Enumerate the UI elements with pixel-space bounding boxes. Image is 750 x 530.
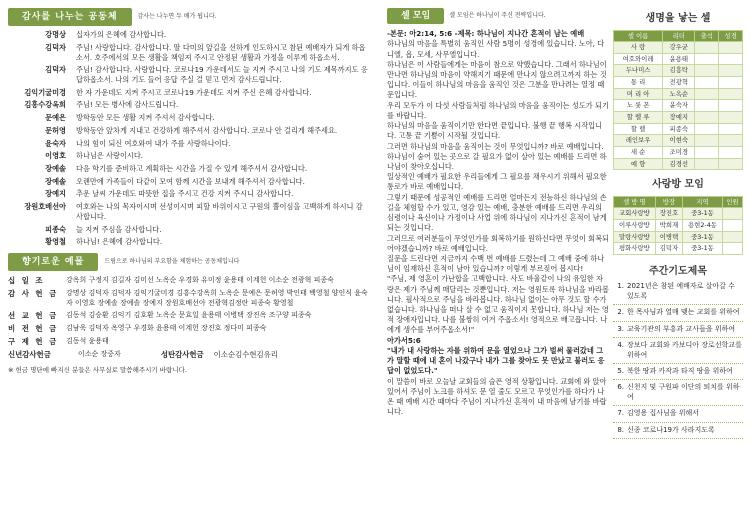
table-cell	[722, 243, 742, 255]
offering-names-christmas: 이소순김수현김유리	[213, 350, 278, 360]
prayer-text: 장보다 교회와 카보디아 장로선학교를 위하여	[627, 341, 742, 359]
thanks-entry	[8, 30, 368, 40]
table-cell	[719, 53, 743, 65]
thanks-name: 김익기굴미경	[24, 87, 66, 97]
table-cell	[719, 146, 743, 158]
table-cell: 노 룻 폰	[614, 100, 663, 112]
prayer-number: 1.	[617, 282, 624, 291]
thanks-name: 장예솔	[45, 164, 66, 174]
cell-paragraph: 아가서5:6	[387, 335, 421, 345]
table-header-cell: 셀 방 명	[614, 196, 656, 208]
table-cell: 용현2-4동	[683, 219, 723, 231]
table-header-cell: 출석	[695, 30, 719, 42]
offering-label: 비 전 헌 금	[8, 324, 59, 334]
left-column	[8, 8, 368, 375]
thanks-message: 방학동안 앞차게 지내고 건강하게 해주셔서 감사합니다. 코로나 안 걸리게 해주세요.	[76, 125, 338, 135]
table-cell	[722, 231, 742, 243]
offering-label: 감 사 헌 금	[8, 289, 59, 299]
table-header-row	[614, 30, 743, 42]
table-cell: 여호와이레	[614, 53, 663, 65]
prayer-item	[613, 383, 743, 406]
thanks-name: 장원호배선아	[24, 202, 66, 212]
thanks-name: 황영철	[45, 237, 66, 247]
offering-row-christmas	[161, 350, 278, 360]
vitality-title: 생명을 낳는 셀	[645, 13, 711, 24]
table-row	[614, 208, 743, 220]
cell-paragraph: 하나님의 마음을 움직이기만 한다면 끝입니다. 불행 끝 행복 시작입니다. 고통 끝 기쁨이 시작될 것입니다.	[387, 121, 602, 141]
table-cell	[695, 158, 719, 170]
table-cell: 예 향	[614, 158, 663, 170]
thanks-entry	[8, 202, 368, 221]
table-cell	[722, 219, 742, 231]
prayer-list	[613, 282, 743, 439]
table-row	[614, 88, 743, 100]
table-row	[614, 243, 743, 255]
thanks-entry	[8, 65, 368, 84]
thanks-message: 나의 힘이 되신 여호와여 내가 주를 사랑하나이다.	[76, 138, 231, 148]
table-cell: 머 리 아	[614, 88, 663, 100]
table-cell	[719, 123, 743, 135]
prayer-item	[613, 341, 743, 364]
thanks-name: 김덕자	[45, 65, 66, 75]
table-cell: 할 렐 루	[614, 111, 663, 123]
table-cell: 윤숙자	[663, 100, 695, 112]
thanks-entry	[8, 189, 368, 199]
table-cell	[719, 65, 743, 77]
thanks-name: 문예은	[45, 113, 66, 123]
thanks-message: 추운 날씨 가운데도 따뜻한 집을 주시고 건강 지켜 주시니 감사합니다.	[76, 189, 294, 199]
table-row	[614, 77, 743, 89]
thanks-name: 피종숙	[45, 224, 66, 234]
thanks-entry	[8, 139, 368, 149]
thanks-message: 십자가의 은혜에 감사합니다.	[76, 30, 167, 40]
table-cell: 전광혁	[663, 77, 695, 89]
table-header-row	[614, 196, 743, 208]
thanks-subtitle: 감사는 나누면 두 배가 됩니다.	[137, 13, 217, 21]
thanks-message: 주님! 감사합니다. 사랑합니다. 코로나19 가운데서도 늘 지켜 주시고 나의 기도 제목까지도 응답하옵소서. 나의 기도 들어 응답 주실 걸 믿고 먼저 감사드립니다.	[76, 65, 368, 85]
thanks-name: 윤숙자	[45, 138, 66, 148]
prayer-item	[613, 367, 743, 380]
prayer-number: 5.	[617, 367, 624, 376]
thanks-message: 한 자 가운데도 지켜 주시고 코로나19 가운데도 지켜 주신 은혜 감사합니다.	[76, 87, 312, 97]
thanks-header	[8, 8, 368, 26]
prayer-number: 6.	[617, 383, 624, 392]
cell-paragraph: 질문을 드린다면 지금까지 수백 번 예배를 드렸는데 그 예배 중에 하나님이 임재하신 흔적이 남아 있습니까? 이렇게 부르짖어 봅시다!	[387, 253, 605, 274]
table-cell: 두나미스	[614, 65, 663, 77]
cell-paragraph: 그러므로 여러분들이 무엇인가를 회복하기를 원하신다면 무엇이 회복되어야겠습니까? 바로 예배입니다.	[387, 233, 610, 253]
table-row	[614, 100, 743, 112]
table-cell	[695, 111, 719, 123]
table-row	[614, 123, 743, 135]
thanks-name: 장예지	[45, 189, 66, 199]
thanks-entry	[8, 237, 368, 247]
prayer-title: 주간기도제목	[649, 265, 707, 277]
thanks-message: 오랜만에 가족들이 다같이 모여 함께 시간을 보내게 해주셔서 감사합니다.	[76, 176, 305, 186]
love-group-table	[613, 196, 743, 255]
table-row	[614, 158, 743, 170]
table-cell	[695, 53, 719, 65]
thanks-entry	[8, 113, 368, 123]
table-cell	[695, 123, 719, 135]
table-cell: 조미경	[663, 146, 695, 158]
table-cell: 할 렐	[614, 123, 663, 135]
cell-paragraph: 하나님은 이 사람들에게는 마음이 참으로 약했습니다. 그래서 하나님이 만나면 하나님의 마음이 약해지기 때문에 만나지 않으려고까지 하는 것입니다. 이들이 하나님의 마음을 움직인 것은 그분을 만나려는 열정 때문입니다.	[387, 59, 607, 100]
cell-paragraph: 그러면 하나님의 마음을 움직이는 것이 무엇입니까? 바로 예배입니다.	[387, 141, 604, 151]
table-cell: 김덕자	[655, 243, 682, 255]
offering-label: 십 일 조	[8, 276, 45, 286]
thanks-entry	[8, 100, 368, 110]
thanks-entry	[8, 177, 368, 187]
thanks-entry	[8, 225, 368, 235]
thanks-entry	[8, 126, 368, 136]
table-row	[614, 146, 743, 158]
offering-names: 김동석 김승환 김익기 김호환 노옥순 문효일 윤용태 이병택 장진옥 조구양 피종숙	[66, 311, 312, 320]
prayer-text: 김영용 집사님을 위해서	[627, 409, 700, 418]
thanks-name: 김흥수강옥희	[24, 100, 66, 110]
cell-body	[387, 29, 609, 417]
table-cell: 교회사랑방	[614, 208, 656, 220]
prayer-item	[613, 426, 743, 439]
table-row	[614, 111, 743, 123]
prayer-text: 2021년은 참된 예배자로 살아갈 수 있도록	[627, 282, 735, 300]
offering-names: 김동석 윤용태	[66, 337, 109, 346]
table-cell: 말랑사랑방	[614, 231, 656, 243]
thanks-entry	[8, 88, 368, 98]
thanks-message: 주님! 모든 병사에 감사드립니다.	[76, 100, 179, 110]
thanks-message: 하나님은 사랑이시다.	[76, 151, 144, 161]
table-cell	[695, 65, 719, 77]
thanks-title: 감사를 나누는 공동체	[8, 8, 132, 26]
table-cell: 윤용태	[663, 53, 695, 65]
offering-names: 김남욱 김덕자 옥영구 우경화 윤용태 이계헌 장진호 정다미 피종숙	[66, 324, 267, 333]
cell-title: 셀 모임	[387, 8, 444, 24]
love-group-title: 사랑방 모임	[652, 179, 704, 191]
thanks-entry	[8, 43, 368, 62]
cell-paragraph: 하나님이 숨어 있는 곳으로 갈 필요가 없이 살아 있는 예배를 드리면 하나님이 찾아오십니다.	[387, 151, 607, 171]
offering-subtitle: 드림으로 하나님의 부요함을 체험하는 공동체입니다	[104, 258, 240, 266]
table-cell: 통 리	[614, 77, 663, 89]
offering-label: 선 교 헌 금	[8, 311, 59, 321]
table-cell: 강우균	[663, 42, 695, 54]
prayer-item	[613, 325, 743, 338]
table-header-cell: 성경	[719, 30, 743, 42]
table-header-cell: 리더	[663, 30, 695, 42]
prayer-number: 3.	[617, 324, 624, 333]
right-column	[613, 8, 743, 442]
prayer-number: 8.	[617, 425, 624, 434]
table-cell	[722, 208, 742, 220]
table-cell	[719, 135, 743, 147]
table-cell: 박희재	[655, 219, 682, 231]
table-cell	[695, 135, 719, 147]
thanks-message: 다음 학기를 준비하고 계획하는 시간을 가질 수 있게 해주셔서 감사합니다.	[76, 164, 308, 174]
vitality-table	[613, 30, 743, 171]
offering-names: 이소순 장중자	[78, 350, 121, 359]
offering-label: 구 제 헌 금	[8, 337, 59, 347]
table-row	[614, 219, 743, 231]
table-cell: 장예지	[663, 111, 695, 123]
offering-header	[8, 253, 368, 271]
table-header-cell: 방장	[655, 196, 682, 208]
table-cell	[695, 100, 719, 112]
table-cell: 새 순	[614, 146, 663, 158]
prayer-number: 7.	[617, 409, 624, 418]
cell-paragraph: -본문: 아2:14, 5:6 -제목: 하나님이 지나간 흔적이 남는 예배	[387, 29, 585, 39]
offering-label-christmas: 성탄감사헌금	[160, 350, 204, 360]
table-header-cell: 인원	[722, 196, 742, 208]
table-row	[614, 135, 743, 147]
offering-label: 신년감사헌금	[8, 350, 51, 360]
table-cell: 김경선	[663, 158, 695, 170]
table-cell	[719, 158, 743, 170]
table-cell: 이루사랑방	[614, 219, 656, 231]
offering-title: 향기로운 예물	[8, 253, 98, 271]
prayer-number: 2.	[617, 308, 624, 317]
table-cell: 중3-1동	[683, 208, 723, 220]
prayer-text: 교육기관의 부흥과 교사들을 위하여	[627, 324, 736, 333]
offering-names: 강명상 김덕자 김덕자 김익기굴미경 김흥수강옥희 노옥순 문예은 문허영 박인태 백영철 양인식 윤숙자 이영호 장예솔 장예솔 장예지 장원호배선아 전광혁김정란 피종숙 황영철	[66, 289, 368, 307]
table-row	[614, 42, 743, 54]
thanks-name: 이영호	[45, 151, 66, 161]
thanks-message: 주님! 사랑합니다. 감사합니다. 딸 다미의 앞길을 선하게 인도하시고 참된 예배자가 되게 하옵소서. 호주에서의 모든 생활을 책임져 주시고 안정된 생활과 가정을 이루게 하옵소서.	[76, 42, 366, 62]
table-row	[614, 231, 743, 243]
offering-row	[8, 311, 368, 321]
cell-paragraph: 그렇기 때문에 성공적인 예배를 드리면 얼마든지 전능하신 하나님의 손길을 체험할 수가 있고, 영감 있는 예배, 충분한 예배를 드리면 우리의 심령이나 육신이나 가정이나 사업 위에 하나님이 지나가신 흔적이 남게 되는 것입니다.	[387, 192, 607, 233]
table-cell	[719, 100, 743, 112]
offering-row	[8, 337, 368, 347]
table-cell	[695, 146, 719, 158]
thanks-message: 여호와는 나의 목자이시며 선성이시며 피할 바위이시고 구원의 뿔이심을 고백하게 하시니 감사합니다.	[76, 202, 363, 221]
offering-list	[8, 276, 368, 347]
table-cell: 중3-1동	[683, 243, 723, 255]
table-cell: 김흥탁	[663, 65, 695, 77]
offering-row	[8, 289, 368, 308]
thanks-entry	[8, 164, 368, 174]
thanks-name: 문허영	[45, 125, 66, 135]
cell-paragraph: "내가 내 사랑하는 자를 위하여 문을 열었으나 그가 벌써 물러갔네 그가 말할 때에 내 혼이 나갔구나 내가 그를 찾아도 못 만났고 불러도 응답이 없었도다."	[387, 345, 605, 376]
middle-column	[387, 8, 609, 417]
table-cell	[695, 88, 719, 100]
table-cell: 레인보우	[614, 135, 663, 147]
cell-paragraph: 이 말씀이 바로 오늘날 교회들의 슬픈 영적 상황입니다. 교회에 와 앉아 있어서 주님이 노크를 하셔도 문 열 줄도 모르고 무엇인가를 하다가 나온 때 예배 시간 때마다 주님이 지나가신 흔적이 내 마음에 남기를 바랍니다.	[387, 376, 607, 417]
table-header-cell: 셀 이름	[614, 30, 663, 42]
table-cell: 피종숙	[663, 123, 695, 135]
table-cell: 사 랑	[614, 42, 663, 54]
thanks-list	[8, 30, 368, 247]
cell-paragraph: 우리 모두가 이 다섯 사람들처럼 하나님의 마음을 움직이는 성도가 되기를 바랍니다.	[387, 100, 609, 120]
table-cell: 중3-1동	[683, 231, 723, 243]
cell-subtitle: 셀 모임은 하나님이 주신 전략입니다.	[449, 12, 546, 20]
thanks-message: 늘 지켜 주심을 감사합니다.	[76, 224, 162, 234]
thanks-name: 장예솔	[45, 176, 66, 186]
table-cell: 평화사랑방	[614, 243, 656, 255]
thanks-entry	[8, 151, 368, 161]
prayer-number: 4.	[617, 341, 624, 350]
offering-names: 강옥희 구정지 김길자 김미선 노옥순 우경화 유미정 윤용태 이계헌 이소순 전광혁 피종숙	[66, 276, 334, 285]
prayer-text: 신천지 및 구원파 이단의 퇴치를 위하여	[627, 383, 740, 401]
table-cell	[719, 42, 743, 54]
table-row	[614, 65, 743, 77]
table-cell	[719, 77, 743, 89]
cell-paragraph: "주님, 제 영혼이 가난합을 고백합니다. 사도 바울같이 나의 유일한 자랑은 제가 주님께 매달리는 것뿐입니다. 저는 영원토록 하나님을 바라봅니다. 필사적으로 주님을 바라봅니다. 하나님 없이는 아무 것도 할 수가 없습니다. 하나님을 떠나 살 수 없고 움직이지 못합니다. 하나님 저는 영적 장애자입니다. 나를 불쌍히 여겨 주옵소서! 영적으로 배고픕니다. 나에게 생수를 부어주옵소서!"	[387, 274, 609, 335]
table-row	[614, 53, 743, 65]
table-cell: 이병택	[655, 231, 682, 243]
table-cell	[695, 77, 719, 89]
prayer-text: 한 목사님과 열매 맺는 교회를 위하여	[627, 308, 740, 317]
table-cell: 이현숙	[663, 135, 695, 147]
table-cell	[719, 88, 743, 100]
offering-row	[8, 324, 368, 334]
thanks-name: 강명상	[45, 30, 66, 40]
cell-paragraph: 일상적인 예배가 필요한 우리들에게 그 필요를 채우시기 위해서 필요한 통로가 바로 예배입니다.	[387, 172, 607, 192]
table-cell	[695, 42, 719, 54]
table-cell	[719, 111, 743, 123]
offering-note: ※ 헌금 명단에 빠지신 분들은 사무실로 말씀해주시기 바랍니다.	[8, 366, 187, 375]
prayer-text: 신종 코로나19가 사라지도록	[627, 425, 715, 434]
thanks-message: 하나님! 은혜에 감사합니다.	[76, 237, 163, 247]
offering-row	[8, 276, 368, 286]
offering-row-newyear	[8, 350, 368, 360]
prayer-item	[613, 409, 743, 422]
prayer-item	[613, 308, 743, 321]
thanks-name: 김덕자	[45, 42, 66, 52]
prayer-item	[613, 282, 743, 305]
cell-header	[387, 8, 609, 24]
thanks-message: 방학동안 모든 생활 지켜 주셔서 감사합니다.	[76, 113, 215, 123]
table-header-cell: 지역	[683, 196, 723, 208]
prayer-text: 북한 땅과 카작과 타직 땅을 위하여	[627, 367, 733, 376]
cell-paragraph: 하나님의 마음을 특별히 움직인 사람 5명이 성경에 있습니다. 노아, 다니엘, 욥, 모세, 사무엘입니다.	[387, 39, 605, 59]
table-cell: 장진호	[655, 208, 682, 220]
table-cell: 노옥순	[663, 88, 695, 100]
